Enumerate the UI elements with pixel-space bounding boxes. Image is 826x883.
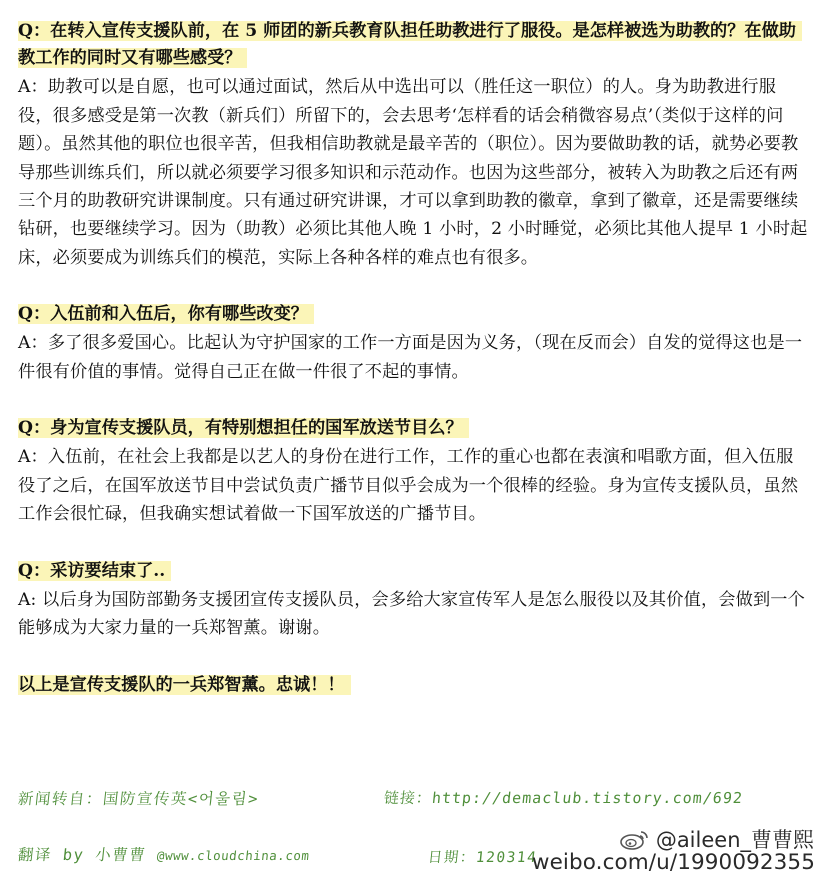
qa-block xyxy=(18,301,810,386)
answer-text: A：入伍前，在社会上我都是以艺人的身份在进行工作，工作的重心也都在表演和唱歌方面，但入伍服役了之后，在国军放送节目中尝试负责广播节目似乎会成为一个很棒的经验。身为宣传支援队员，虽然工作会很忙碌，但我确实想试着做一下国军放送的广播节目。 xyxy=(18,447,799,525)
news-source-credit: 新闻转自：国防宣传英<어울림> xyxy=(16,790,260,808)
closing-line xyxy=(18,672,810,699)
answer-text: A：多了很多爱国心。比起认为守护国家的工作一方面是因为义务，（现在反而会）自发的觉得这也是一件很有价值的事情。觉得自己正在做一件很了不起的事情。 xyxy=(18,333,803,382)
weibo-handle: @aileen_曹曹熙 xyxy=(655,828,814,852)
interview-article xyxy=(18,18,810,699)
question-text: Q：在转入宣传支援队前，在 5 师团的新兵教育队担任助教进行了服役。是怎样被选为助教的？在做助教工作的同时又有哪些感受？ xyxy=(18,21,802,68)
question-text: Q：身为宣传支援队员，有特别想担任的国军放送节目么？ xyxy=(18,418,469,438)
question-text: Q：采访要结束了.. xyxy=(18,561,171,581)
closing-text: 以上是宣传支援队的一兵郑智薰。忠诚！！ xyxy=(18,675,351,695)
date-label: 日期： xyxy=(427,850,477,866)
translator-name: 翻译 by 小曹曹 xyxy=(16,846,148,864)
source-link[interactable]: http://demaclub.tistory.com/692 xyxy=(431,789,744,807)
qa-block xyxy=(18,558,810,643)
question-text: Q：入伍前和入伍后，你有哪些改变？ xyxy=(18,304,314,324)
answer-text: A: 以后身为国防部勤务支援团宣传支援队员，会多给大家宣传军人是怎么服役以及其价值，会做到一个能够成为大家力量的一兵郑智薰。谢谢。 xyxy=(18,589,805,639)
spacer xyxy=(18,272,810,301)
translator-credit xyxy=(17,843,311,865)
date-credit xyxy=(427,846,539,867)
qa-block xyxy=(18,18,810,272)
date-value: 120314 xyxy=(475,850,539,866)
spacer xyxy=(18,529,810,558)
answer-text: A：助教可以是自愿，也可以通过面试，然后从中选出可以（胜任这一职位）的人。身为助教进行服役，很多感受是第一次教（新兵们）所留下的，会去思考‘怎样看的话会稍微容易点’（类似于这样的问题）。虽然其他的职位也很辛苦，但我相信助教就是最辛苦的（职位）。因为要做助教的话，就势必要教导那些训练兵们，所以就必须要学习很多知识和示范动作。也因为这些部分，被转入为助教之后还有两三个月的助教研究讲课制度。只有通过研究讲课，才可以拿到助教的徽章，拿到了徽章，还是需要继续钻研，也要继续学习。因为（助教）必须比其他人晚 1 小时，2 小时睡觉，必须比其他人提早 1 小时起床，必须要成为训练兵们的模范，实际上各种各样的难点也有很多。 xyxy=(18,77,808,268)
source-link-credit xyxy=(383,787,744,808)
translator-site: @www.cloudchina.com xyxy=(156,848,311,863)
qa-block xyxy=(18,415,810,528)
weibo-url-watermark: weibo.com/u/1990092355 xyxy=(531,850,815,875)
spacer xyxy=(18,386,810,415)
spacer xyxy=(18,643,810,672)
link-label: 链接： xyxy=(383,789,433,807)
weibo-logo-icon xyxy=(620,828,650,850)
